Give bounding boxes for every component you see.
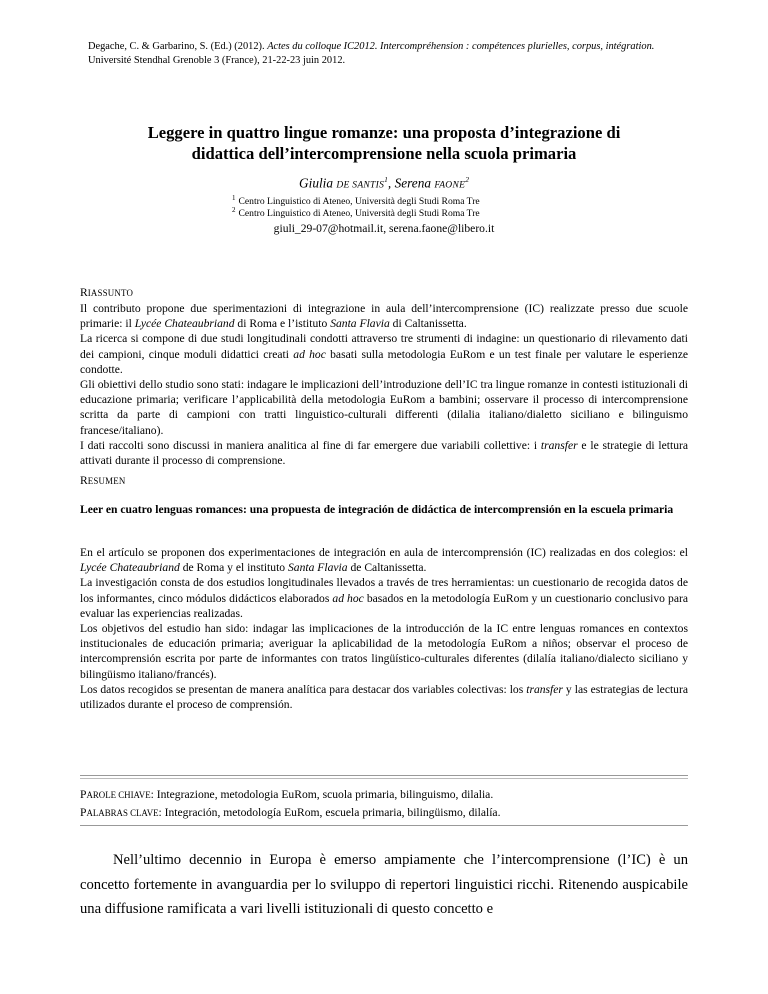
riassunto-body [80, 301, 688, 468]
intro-paragraph: Nell’ultimo decennio in Europa è emerso ampiamente che l’intercomprensione (l’IC) è un concetto fortemente in avanguardia per lo sviluppo di repertori linguistici ricchi. Ritenendo auspicabile una diffusione ramificata a vari livelli istituzionali di questo concetto e [80, 852, 688, 917]
author1-last: DE SANTIS [336, 180, 385, 191]
affiliation-1-text: Centro Linguistico di Ateneo, Università degli Studi Roma Tre [238, 196, 480, 208]
author1-first: Giulia [299, 175, 333, 191]
keywords-bottom-rule [80, 825, 688, 826]
riassunto-paragraph-2: La ricerca si compone di due studi longitudinali condotti attraverso tre strumenti di indagine: un questionario di rilevamento dati dei campioni, cinque moduli didattici creati ad hoc basati sulla metodologia EuRom e un test finale per valutare le esperienze condotte. [80, 332, 688, 376]
affiliation-2-text: Centro Linguistico di Ateneo, Università degli Studi Roma Tre [238, 208, 480, 220]
author-separator: , [387, 175, 395, 191]
riassunto-paragraph-3: Gli obiettivi dello studio sono stati: indagare le implicazioni dell’introduzione dell’IC tra lingue romanze in contesti istituzionali di educazione primaria; verificare l’applicabilità della metodologia EuRom a bambini; osservare il processo di intercomprensione scritta da parte di campioni con tratti linguistico-culturali differenti (dilalia italiano/dialetto siciliano e bilinguismo francese/italiano). [80, 378, 688, 437]
keywords-top-rule-2 [80, 778, 688, 779]
author2-first: Serena [394, 175, 431, 191]
riassunto-paragraph-1: Il contributo propone due sperimentazioni di integrazione in aula dell’intercomprensione (IC) realizzate presso due scuole primarie: il Lycée Chateaubriand di Roma e l’istituto Santa Flavia di Caltanissetta. [80, 302, 688, 331]
resumen-body [80, 545, 688, 712]
author1-sup: 1 [384, 175, 388, 184]
title-line-1: Leggere in quattro lingue romanze: una proposta d’integrazione di [147, 123, 621, 142]
paper-title [80, 122, 688, 164]
resumen-paragraph-1: En el artículo se proponen dos experimentaciones de integración en aula de intercomprensión (IC) realizadas en dos colegios: el Lycée Chateaubriand de Roma y el instituto Santa Flavia de Caltanissetta. [80, 546, 688, 575]
riassunto-label: RIASSUNTO [80, 286, 134, 299]
resumen-paragraph-2: La investigación consta de dos estudios longitudinales llevados a través de tres herramientas: un cuestionario de recogida datos de los informantes, cinco módulos didácticos elaborados ad hoc basados en la metodología EuRom y un cuestionario conclusivo para evaluar las experiencias realizadas. [80, 576, 688, 620]
citation-proceedings: Actes du colloque IC2012. Intercompréhension : compétences plurielles, corpus, intégration. [267, 41, 655, 52]
author-line [80, 175, 688, 191]
keywords-spanish: PALABRAS CLAVE: Integración, metodología EuRom, escuela primaria, bilingüismo, dilalía. [80, 806, 501, 819]
citation-publisher: Université Stendhal Grenoble 3 (France), 21-22-23 juin 2012. [88, 55, 346, 66]
resumen-paragraph-4: Los datos recogidos se presentan de manera analítica para destacar dos variables colectivas: los transfer y las estrategias de lectura utilizados durante el proceso de comprensión. [80, 682, 688, 712]
resumen-label: RESUMEN [80, 474, 126, 487]
resumen-paragraph-3: Los objetivos del estudio han sido: indagar las implicaciones de la introducción de la IC entre lenguas romances en contextos institucionales de educación primaria; averiguar la aplicabilidad de la metodología EuRom a niños; observar el proceso de intercomprensión escrita por parte de informantes con tratos lingüístico-culturales diferentes (dilalía italiano/dialecto siciliano y bilingüismo italiano/francés). [80, 622, 688, 681]
riassunto-paragraph-4: I dati raccolti sono discussi in maniera analitica al fine di far emergere due variabili collettive: i transfer e le strategie di lettura attivati durante il processo di comprensione. [80, 438, 688, 468]
affiliation-1-num: 1 [232, 194, 236, 202]
keywords-top-rule [80, 775, 688, 776]
affiliation-2-num: 2 [232, 206, 236, 214]
keywords-italian: PAROLE CHIAVE: Integrazione, metodologia EuRom, scuola primaria, bilinguismo, dilalia. [80, 788, 494, 801]
title-line-2: didattica dell’intercomprensione nella scuola primaria [191, 144, 577, 163]
citation-header [88, 40, 688, 68]
keywords-block [80, 786, 688, 822]
affiliation-2 [232, 205, 592, 219]
author-emails: giuli_29-07@hotmail.it, serena.faone@libero.it [273, 222, 495, 235]
author2-sup: 2 [465, 175, 469, 184]
resumen-subtitle: Leer en cuatro lenguas romances: una propuesta de integración de didáctica de intercomprensión en la escuela primaria [80, 503, 674, 516]
citation-authors: Degache, C. & Garbarino, S. (Ed.) (2012). [88, 41, 265, 52]
author2-last: FAONE [434, 180, 466, 191]
